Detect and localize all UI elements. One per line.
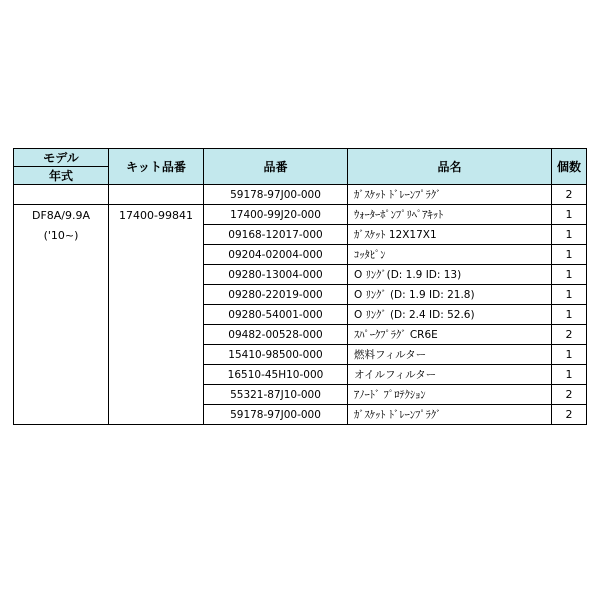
model-cell <box>14 205 109 425</box>
table-row <box>14 185 587 205</box>
blank-cell <box>14 185 109 205</box>
model-name: DF8A/9.9A <box>31 209 91 222</box>
part-name-cell: ｺｯﾀﾋﾟﾝ <box>348 245 552 265</box>
part-name-cell: O ﾘﾝｸﾞ (D: 2.4 ID: 52.6) <box>348 305 552 325</box>
header-part-name: 品名 <box>348 149 552 185</box>
quantity-cell: 1 <box>552 245 587 265</box>
part-name-cell: オイルフィルター <box>348 365 552 385</box>
part-name-cell: 燃料フィルター <box>348 345 552 365</box>
table-header <box>14 149 587 185</box>
part-number-cell: 16510-45H10-000 <box>204 365 348 385</box>
header-qty: 個数 <box>552 149 587 185</box>
part-name-cell: ｳｫｰﾀｰﾎﾟﾝﾌﾟﾘﾍﾟｱｷｯﾄ <box>348 205 552 225</box>
part-number-cell: 09280-22019-000 <box>204 285 348 305</box>
quantity-cell: 1 <box>552 225 587 245</box>
part-number-cell: 09204-02004-000 <box>204 245 348 265</box>
quantity-cell: 1 <box>552 365 587 385</box>
header-kit-no: キット品番 <box>109 149 204 185</box>
kit-number-cell: 17400-99841 <box>109 205 204 425</box>
part-number-cell: 17400-99J20-000 <box>204 205 348 225</box>
quantity-cell: 1 <box>552 205 587 225</box>
quantity-cell: 2 <box>552 405 587 425</box>
model-year: ('10~) <box>43 229 79 242</box>
header-model: モデル <box>14 149 109 167</box>
part-name-cell: ｶﾞｽｹｯﾄ 12X17X1 <box>348 225 552 245</box>
part-number-cell: 09280-13004-000 <box>204 265 348 285</box>
part-name-cell: ｽﾊﾟｰｸﾌﾟﾗｸﾞ CR6E <box>348 325 552 345</box>
header-part-no: 品番 <box>204 149 348 185</box>
part-number-cell: 59178-97J00-000 <box>204 185 348 205</box>
table-body <box>14 185 587 425</box>
part-number-cell: 15410-98500-000 <box>204 345 348 365</box>
table-row <box>14 205 587 225</box>
part-name-cell: ｱﾉｰﾄﾞ ﾌﾟﾛﾃｸｼｮﾝ <box>348 385 552 405</box>
part-number-cell: 09280-54001-000 <box>204 305 348 325</box>
part-name-cell: O ﾘﾝｸﾞ (D: 1.9 ID: 21.8) <box>348 285 552 305</box>
quantity-cell: 2 <box>552 185 587 205</box>
header-year: 年式 <box>14 167 109 185</box>
part-name-cell: ｶﾞｽｹｯﾄ ﾄﾞﾚｰﾝﾌﾟﾗｸﾞ <box>348 185 552 205</box>
part-number-cell: 09168-12017-000 <box>204 225 348 245</box>
quantity-cell: 2 <box>552 385 587 405</box>
quantity-cell: 2 <box>552 325 587 345</box>
part-name-cell: O ﾘﾝｸﾞ(D: 1.9 ID: 13) <box>348 265 552 285</box>
part-number-cell: 55321-87J10-000 <box>204 385 348 405</box>
quantity-cell: 1 <box>552 305 587 325</box>
part-name-cell: ｶﾞｽｹｯﾄ ﾄﾞﾚｰﾝﾌﾟﾗｸﾞ <box>348 405 552 425</box>
part-number-cell: 09482-00528-000 <box>204 325 348 345</box>
quantity-cell: 1 <box>552 345 587 365</box>
quantity-cell: 1 <box>552 265 587 285</box>
parts-table <box>13 148 587 425</box>
part-number-cell: 59178-97J00-000 <box>204 405 348 425</box>
blank-cell <box>109 185 204 205</box>
quantity-cell: 1 <box>552 285 587 305</box>
